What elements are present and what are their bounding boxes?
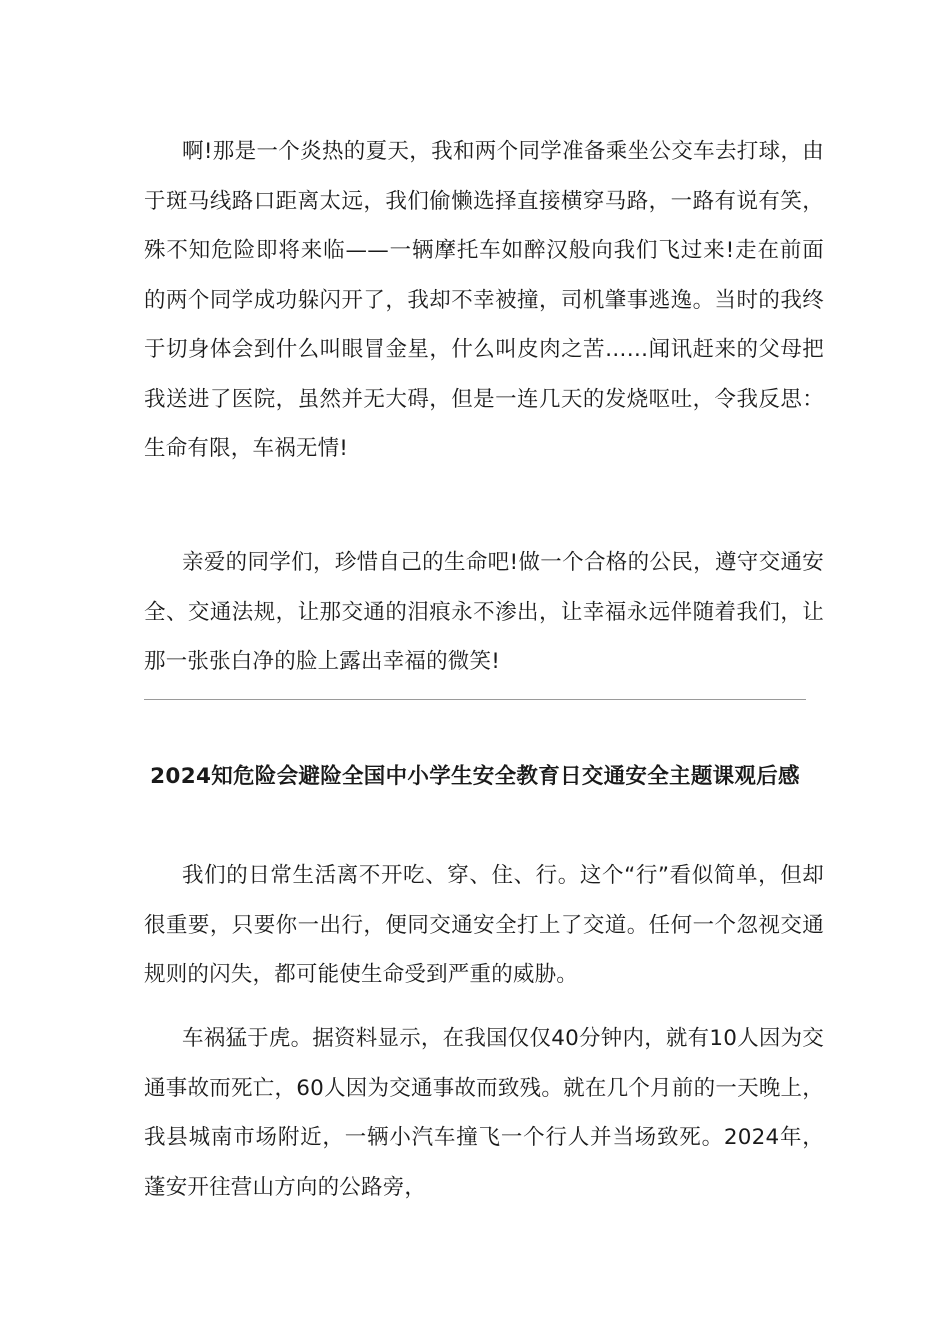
story-paragraph: 啊!那是一个炎热的夏天，我和两个同学准备乘坐公交车去打球，由于斑马线路口距离太远，我们偷懒选择直接横穿马路，一路有说有笑，殊不知危险即将来临——一辆摩托车如醉汉般向我们飞过来!走在前面的两个同学成功躲闪开了，我却不幸被撞，司机肇事逃逸。当时的我终于切身体会到什么叫眼冒金星，什么叫皮肉之苦……闻讯赶来的父母把我送进了医院，虽然并无大碍，但是一连几天的发烧呕吐，令我反思：生命有限，车祸无情!	[144, 139, 824, 461]
statistics-paragraph: 车祸猛于虎。据资料显示，在我国仅仅40分钟内，就有10人因为交通事故而死亡，60人因为交通事故而致残。就在几个月前的一天晚上，我县城南市场附近，一辆小汽车撞飞一个行人并当场致死。2024年，蓬安开往营山方向的公路旁，	[144, 1026, 824, 1200]
section-divider	[144, 699, 806, 700]
appeal-paragraph: 亲爱的同学们，珍惜自己的生命吧!做一个合格的公民，遵守交通安全、交通法规，让那交通的泪痕永不渗出，让幸福永远伴随着我们，让那一张张白净的脸上露出幸福的微笑!	[144, 550, 824, 674]
section-title: 2024知危险会避险全国中小学生安全教育日交通安全主题课观后感	[150, 764, 800, 789]
intro-paragraph: 我们的日常生活离不开吃、穿、住、行。这个“行”看似简单，但却很重要，只要你一出行，便同交通安全打上了交道。任何一个忽视交通规则的闪失，都可能使生命受到严重的威胁。	[144, 863, 824, 987]
